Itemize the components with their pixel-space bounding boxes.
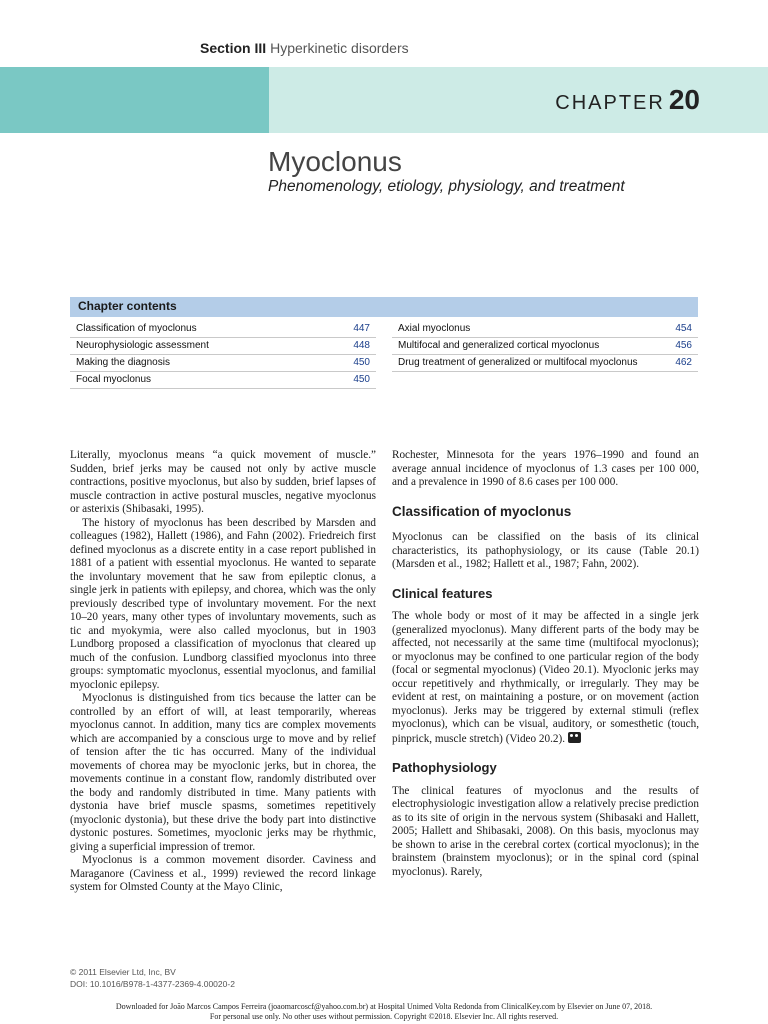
footer-copyright-block <box>70 966 235 990</box>
toc-item-label: Focal myoclonus <box>76 374 152 385</box>
toc-item-page: 447 <box>353 323 370 334</box>
download-notice-line1: Downloaded for João Marcos Campos Ferreira (joaomarcoscf@yahoo.com.br) at Hospital Unimed Volta Redonda from ClinicalKey.com by Elsevier on June 07, 2018. <box>115 1002 653 1011</box>
toc-item[interactable] <box>70 372 376 389</box>
toc-item-page: 454 <box>675 323 692 334</box>
toc-item-page: 448 <box>353 340 370 351</box>
chapter-contents-heading: Chapter contents <box>70 297 698 317</box>
toc-item[interactable] <box>392 321 698 338</box>
chapter-band-dark <box>0 67 269 133</box>
toc-item-label: Making the diagnosis <box>76 357 170 368</box>
toc-item-label: Multifocal and generalized cortical myoclonus <box>398 340 600 351</box>
toc-item-label: Classification of myoclonus <box>76 323 197 334</box>
toc-item-label: Drug treatment of generalized or multifocal myoclonus <box>398 357 638 368</box>
heading-classification: Classification of myoclonus <box>392 503 572 519</box>
video-camera-icon[interactable] <box>568 732 581 743</box>
body-right-column <box>392 449 699 879</box>
heading-clinical-features: Clinical features <box>392 585 493 601</box>
body-paragraph: The history of myoclonus has been described by Marsden and colleagues (1982), Hallett (1986), and Fahn (2002). Friedreich first defined myoclonus as a discrete entity in a case report published in 1881 of a patient with essential myoclonus. He wanted to separate the involuntary movement that he saw from epileptic clonus, a single jerk in patients with epilepsy, and chorea, which was the only previously described type of involuntary movement. For the next 10–20 years, many other types of involuntary movements, such as tic and myokymia, were also called myoclonus, but in 1903 Lundborg proposed a classification of myoclonus that cleared up much of the confusion. Lundborg classified myoclonus into three groups: symptomatic myoclonus, essential myoclonus, and familial myoclonic epilepsy. <box>70 516 376 691</box>
body-left-column <box>70 449 376 895</box>
chapter-number: 20 <box>668 84 700 115</box>
toc-item[interactable] <box>70 321 376 338</box>
body-paragraph: Myoclonus is distinguished from tics because the latter can be controlled by an effort of will, at least temporarily, whereas myoclonus cannot. In addition, many tics are complex movements which are accompanied by a conscious urge to move and by relief of tension after the tic has occurred. Many of the individual movements of chorea may be myoclonic jerks, but in chorea, the movements continue in a constant flow, randomly distributed over the body and randomly distributed in time. Many patients with dystonia have brief muscle spasms, sometimes repetitively (myoclonic dystonia), but these drive the body part into distinctive dystonic postures. Sometimes, myoclonic jerks may be rhythmic, giving a superficial impression of tremor. <box>70 692 376 853</box>
body-paragraph: Literally, myoclonus means “a quick movement of muscle.” Sudden, brief jerks may be caused not only by active muscle contractions, positive myoclonus, but also by sudden, brief lapses of muscle contraction in active postural muscles, negative myoclonus or asterixis (Shibasaki, 1995). <box>70 449 376 515</box>
body-paragraph-text: The whole body or most of it may be affected in a single jerk (generalized myoclonus). Many different parts of the body may be affected, not necessarily at the same time (multifocal myoclonus); or myoclonus may be confined to one particular region of the body (focal or segmental myoclonus) (Video 20.1). Myoclonic jerks may occur repetitively and rhythmically, or irregularly. They may be evident at rest, on maintaining a posture, or on movement (action myoclonus). Jerks may be triggered by external stimuli (reflex myoclonus), which can be visual, auditory, or somesthetic (touch, pinprick, muscle stretch) (Video 20.2). <box>392 610 699 745</box>
body-paragraph-clinical <box>392 610 699 746</box>
toc-item-page: 450 <box>353 357 370 368</box>
download-notice <box>0 1002 768 1022</box>
download-notice-line2: For personal use only. No other uses without permission. Copyright ©2018. Elsevier Inc. All rights reserved. <box>209 1012 559 1021</box>
contents-left-column <box>70 321 376 389</box>
section-label: Section III <box>200 40 267 56</box>
toc-item-page: 456 <box>675 340 692 351</box>
body-paragraph: Rochester, Minnesota for the years 1976–1990 and found an average annual incidence of myoclonus of 1.3 cases per 100 000, and a prevalence in 1990 of 8.6 cases per 100 000. <box>392 449 699 488</box>
toc-item[interactable] <box>392 355 698 372</box>
footer-doi: DOI: 10.1016/B978-1-4377-2369-4.00020-2 <box>70 979 235 989</box>
chapter-subtitle: Phenomenology, etiology, physiology, and treatment <box>268 178 625 195</box>
chapter-contents-box <box>70 297 698 389</box>
heading-pathophysiology: Pathophysiology <box>392 760 497 775</box>
contents-right-column <box>392 321 698 389</box>
chapter-label <box>555 84 700 116</box>
body-paragraph: Myoclonus can be classified on the basis of its clinical characteristics, its pathophysiology, or its cause (Table 20.1) (Marsden et al., 1982; Hallett et al., 1987; Fahn, 2002). <box>392 531 699 570</box>
section-title: Hyperkinetic disorders <box>270 40 409 56</box>
toc-item-label: Axial myoclonus <box>398 323 471 334</box>
toc-item[interactable] <box>70 338 376 355</box>
running-header <box>200 40 409 56</box>
toc-item[interactable] <box>70 355 376 372</box>
toc-item[interactable] <box>392 338 698 355</box>
toc-item-label: Neurophysiologic assessment <box>76 340 209 351</box>
chapter-word: CHAPTER <box>555 92 665 114</box>
footer-copyright: © 2011 Elsevier Ltd, Inc, BV <box>70 967 176 977</box>
toc-item-page: 462 <box>675 357 692 368</box>
body-paragraph: The clinical features of myoclonus and the results of electrophysiologic investigation allow a relatively precise prediction as to its site of origin in the nervous system (Shibasaki and Hallett, 2005; Hallett and Shibasaki, 2008). On this basis, myoclonus may be shown to arise in the cerebral cortex (cortical myoclonus); in the brainstem (brainstem myoclonus); or in the spinal cord (spinal myoclonus). Rarely, <box>392 784 699 878</box>
body-paragraph: Myoclonus is a common movement disorder. Caviness and Maraganore (Caviness et al., 1999) reviewed the record linkage system for Olmsted County at the Mayo Clinic, <box>70 854 376 893</box>
chapter-title: Myoclonus <box>268 146 402 177</box>
toc-item-page: 450 <box>353 374 370 385</box>
